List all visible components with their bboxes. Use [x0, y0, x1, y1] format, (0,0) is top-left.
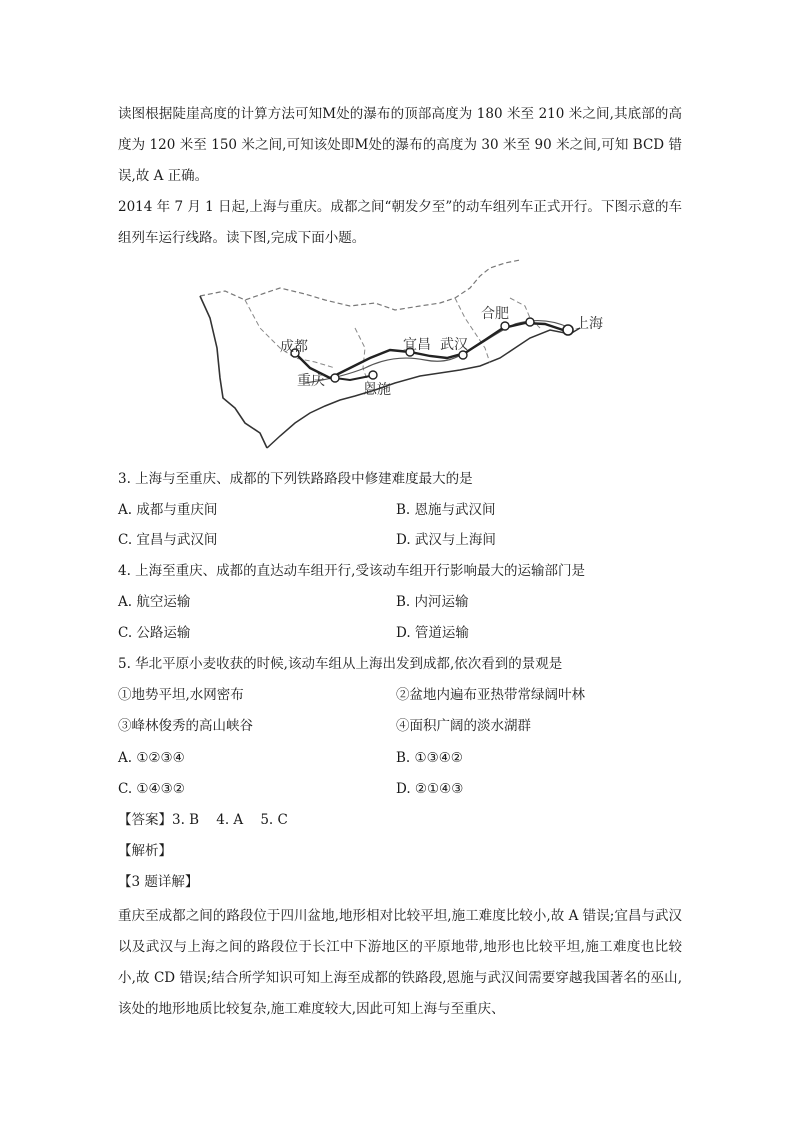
answer-line: 【答案】3. B 4. A 5. C: [118, 812, 288, 828]
station-chongqing: [331, 374, 339, 382]
label-hefei: 合肥: [481, 306, 509, 322]
label-shanghai: 上海: [575, 316, 603, 332]
question-4-option-a[interactable]: A. 航空运输: [118, 594, 191, 610]
station-junction: [526, 318, 534, 326]
railway-branch-chongqing: [335, 376, 370, 380]
station-hefei: [501, 322, 509, 330]
question-5-option-b[interactable]: B. ①③④②: [396, 750, 463, 766]
question-5-item-4: ④面积广阔的淡水湖群: [396, 718, 531, 734]
label-yichang: 宜昌: [403, 337, 431, 353]
question-5-option-c[interactable]: C. ①④③②: [118, 781, 185, 797]
label-chengdu: 成都: [280, 339, 308, 355]
question-3-option-b[interactable]: B. 恩施与武汉间: [396, 502, 496, 518]
question-5-option-d[interactable]: D. ②①④③: [396, 781, 464, 797]
question-4-option-b[interactable]: B. 内河运输: [396, 594, 469, 610]
question-5-option-a[interactable]: A. ①②③④: [118, 750, 185, 766]
intro-paragraph-1: 读图根据陡崖高度的计算方法可知M处的瀑布的顶部高度为 180 米至 210 米之间,其底部的高度为 120 米至 150 米之间,可知该处即M处的瀑布的高度为 30 米至 90 米之间,可知 BCD 错误,故 A 正确。: [118, 106, 682, 184]
railway-route-map: [185, 258, 615, 458]
question-4-option-c[interactable]: C. 公路运输: [118, 625, 191, 641]
question-3-option-a[interactable]: A. 成都与重庆间: [118, 502, 218, 518]
detail-label: 【3 题详解】: [118, 874, 199, 890]
question-5-item-2: ②盆地内遍布亚热带常绿阔叶林: [396, 687, 585, 703]
question-5-item-1: ①地势平坦,水网密布: [118, 687, 244, 703]
question-4-option-d[interactable]: D. 管道运输: [396, 625, 469, 641]
analysis-label: 【解析】: [118, 843, 172, 859]
label-enshi: 恩施: [363, 382, 391, 398]
intro-paragraph-2: 2014 年 7 月 1 日起,上海与重庆。成都之间“朝发夕至”的动车组列车正式开行。下图示意的车组列车运行线路。读下图,完成下面小题。: [118, 199, 682, 246]
question-3-stem: 3. 上海与至重庆、成都的下列铁路路段中修建难度最大的是: [118, 471, 473, 487]
label-wuhan: 武汉: [440, 337, 468, 353]
question-5-item-3: ③峰林俊秀的高山峡谷: [118, 718, 253, 734]
boundary-west: [200, 296, 267, 448]
station-shanghai: [563, 325, 573, 335]
detail-paragraph: 重庆至成都之间的路段位于四川盆地,地形相对比较平坦,施工难度比较小,故 A 错误;宜昌与武汉以及武汉与上海之间的路段位于长江中下游地区的平原地带,地形也比较平坦,施工难度也比较小,故 CD 错误;结合所学知识可知上海至成都的铁路段,恩施与武汉间需要穿越我国著名的巫山,该处的地形地质比较复杂,施工难度较大,因此可知上海与至重庆、: [118, 908, 682, 1017]
boundary-north: [200, 260, 520, 310]
question-5-stem: 5. 华北平原小麦收获的时候,该动车组从上海出发到成都,依次看到的景观是: [118, 656, 563, 672]
question-4-stem: 4. 上海至重庆、成都的直达动车组开行,受该动车组开行影响最大的运输部门是: [118, 563, 585, 579]
label-chongqing: 重庆: [297, 373, 325, 389]
question-3-option-c[interactable]: C. 宜昌与武汉间: [118, 532, 218, 548]
station-enshi: [369, 371, 377, 379]
question-3-option-d[interactable]: D. 武汉与上海间: [396, 532, 496, 548]
boundary-internal-1: [245, 300, 335, 368]
